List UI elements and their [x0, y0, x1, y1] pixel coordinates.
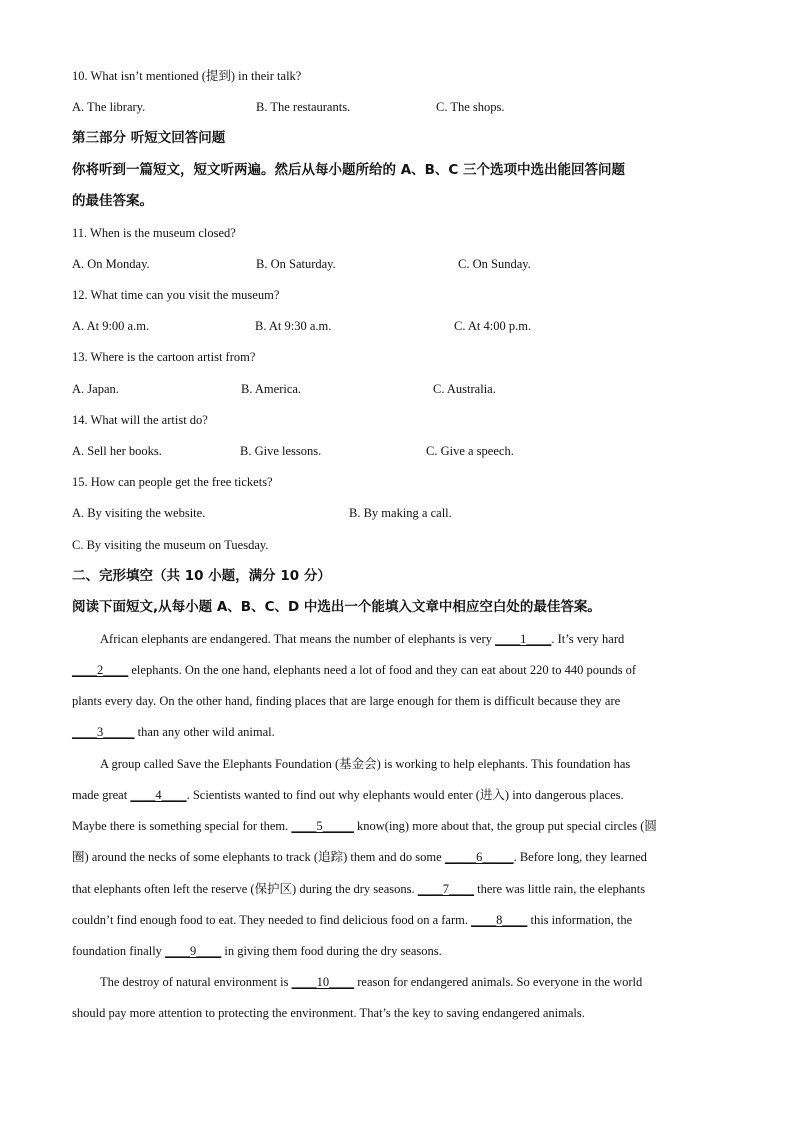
- passage-line: ____3_____ than any other wild animal.: [72, 725, 275, 739]
- q12-option-b: B. At 9:30 a.m.: [255, 319, 332, 333]
- q14-option-c: C. Give a speech.: [426, 444, 514, 458]
- cloze-title: 二、完形填空（共 10 小题，满分 10 分）: [72, 568, 331, 584]
- q11-option-c: C. On Sunday.: [458, 257, 531, 271]
- passage-line: The destroy of natural environment is ____10____ reason for endangered animals. So everyone in the world: [100, 975, 643, 989]
- q10-option-b: B. The restaurants.: [256, 100, 351, 114]
- question-15: 15. How can people get the free tickets?: [72, 475, 273, 489]
- q11-option-a: A. On Monday.: [72, 257, 150, 271]
- blank-3: ____3_____: [72, 725, 135, 739]
- passage-line: Maybe there is something special for them. ____5_____ know(ing) more about that, the group put special circles (圆: [72, 819, 657, 833]
- passage-line: made great ____4____. Scientists wanted to find out why elephants would enter (进入) into dangerous places.: [72, 788, 624, 802]
- q15-option-a: A. By visiting the website.: [72, 506, 206, 520]
- question-14: 14. What will the artist do?: [72, 413, 208, 427]
- blank-8: ____8____: [471, 913, 528, 927]
- question-13: 13. Where is the cartoon artist from?: [72, 350, 256, 364]
- blank-4: ____4____: [130, 788, 187, 802]
- passage-line: foundation finally ____9____ in giving them food during the dry seasons.: [72, 944, 442, 958]
- passage-line: should pay more attention to protecting the environment. That’s the key to saving endangered animals.: [72, 1006, 585, 1020]
- q13-option-b: B. America.: [241, 382, 302, 396]
- question-10: 10. What isn’t mentioned (提到) in their talk?: [72, 69, 302, 83]
- blank-1: ____1____: [495, 632, 552, 646]
- passage-line: ____2____ elephants. On the one hand, elephants need a lot of food and they can eat about 220 to 440 pounds of: [72, 663, 637, 677]
- blank-10: ____10____: [291, 975, 355, 989]
- blank-9: ____9____: [165, 944, 222, 958]
- passage-line: 圈) around the necks of some elephants to track (追踪) them and do some _____6_____. Before long, they learned: [72, 850, 647, 864]
- section3-instructions-line1: 你将听到一篇短文，短文听两遍。然后从每小题所给的 A、B、C 三个选项中选出能回答问题: [72, 162, 626, 178]
- q15-option-b: B. By making a call.: [349, 506, 452, 520]
- q14-option-a: A. Sell her books.: [72, 444, 162, 458]
- section3-title: 第三部分 听短文回答问题: [72, 130, 226, 146]
- q10-option-c: C. The shops.: [436, 100, 505, 114]
- blank-7: ____7____: [417, 882, 474, 896]
- q14-option-b: B. Give lessons.: [240, 444, 322, 458]
- q15-option-c: C. By visiting the museum on Tuesday.: [72, 538, 269, 552]
- q10-option-a: A. The library.: [72, 100, 146, 114]
- q13-option-a: A. Japan.: [72, 382, 119, 396]
- passage-line: plants every day. On the other hand, finding places that are large enough for them is difficult because they are: [72, 694, 621, 708]
- section3-instructions-line2: 的最佳答案。: [72, 193, 153, 209]
- passage-line: that elephants often left the reserve (保护区) during the dry seasons. ____7____ there was little rain, the elephants: [72, 882, 646, 896]
- blank-2: ____2____: [72, 663, 129, 677]
- passage-line: African elephants are endangered. That means the number of elephants is very ____1____. It’s very hard: [100, 632, 625, 646]
- question-11: 11. When is the museum closed?: [72, 226, 236, 240]
- passage-line: couldn’t find enough food to eat. They needed to find delicious food on a farm. ____8____ this information, the: [72, 913, 633, 927]
- q12-option-c: C. At 4:00 p.m.: [454, 319, 532, 333]
- blank-5: ____5_____: [291, 819, 354, 833]
- passage-line: A group called Save the Elephants Foundation (基金会) is working to help elephants. This foundation has: [100, 757, 631, 771]
- q13-option-c: C. Australia.: [433, 382, 496, 396]
- q12-option-a: A. At 9:00 a.m.: [72, 319, 150, 333]
- blank-6: _____6_____: [444, 850, 514, 864]
- cloze-instructions: 阅读下面短文,从每小题 A、B、C、D 中选出一个能填入文章中相应空白处的最佳答案。: [72, 599, 601, 615]
- question-12: 12. What time can you visit the museum?: [72, 288, 280, 302]
- q11-option-b: B. On Saturday.: [256, 257, 336, 271]
